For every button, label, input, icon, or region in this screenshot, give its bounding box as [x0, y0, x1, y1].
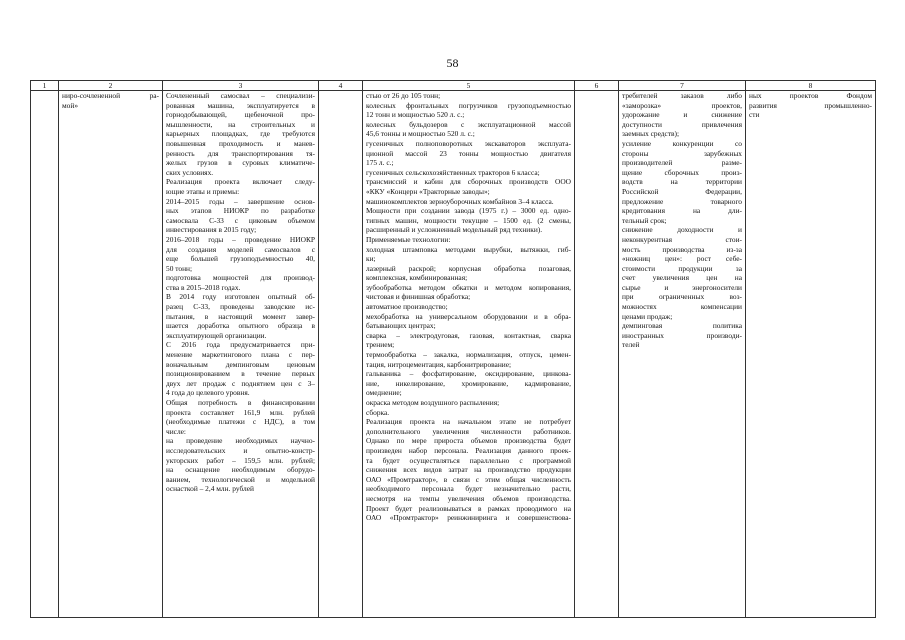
- column-header-8: 8: [746, 81, 876, 91]
- text-line: шается доработка опытного образца в: [166, 321, 315, 331]
- text-line: стью от 26 до 105 тонн;: [366, 91, 441, 100]
- text-line: трансмиссий и кабин для сборочных производств ООО: [366, 177, 571, 187]
- cell-col-2: [59, 91, 163, 618]
- text-line: дополнительного увеличения численности работников.: [366, 426, 571, 436]
- text-line: иностранных производи-: [622, 330, 742, 340]
- text-line: батывающих центрах;: [366, 321, 436, 331]
- text-line: ки;: [366, 254, 376, 264]
- text-line: машинокомплектов зерноуборочных комбайнов 3–4 класса.: [366, 196, 554, 206]
- text-line: зубообработка методом обкатки и методом копирования,: [366, 282, 571, 292]
- text-line: ционной массой 23 тонны мощностью двигателя: [366, 148, 571, 158]
- column-header-4: 4: [319, 81, 363, 91]
- text-line: неконкурентная стои-: [622, 234, 742, 244]
- text-line: 2014–2015 годы – завершение основ-: [166, 196, 315, 206]
- content-row: [31, 91, 876, 618]
- text-line: эксплуатирующей организации.: [166, 330, 267, 340]
- text-line: двух лет продаж с поднятием цен с 3–: [166, 378, 315, 388]
- text-line: окраска методом воздушного распыления;: [366, 398, 500, 407]
- text-line: предложение товарного: [622, 196, 742, 206]
- text-line: холодная штамповка методами вырубки, вытяжки, гиб-: [366, 244, 571, 254]
- text-line: рованная машина, эксплуатируется в: [166, 100, 315, 110]
- text-line: сборка.: [366, 407, 390, 417]
- cell-col-4: [319, 91, 363, 618]
- text-line: пытания, в настоящий момент завер-: [166, 311, 315, 321]
- cell-col-5: [363, 91, 575, 618]
- column-header-6: 6: [575, 81, 619, 91]
- text-line: необходимого персонала будет незначительно расти,: [366, 484, 571, 494]
- text-line: Российской Федерации,: [622, 186, 742, 196]
- text-line: при ограниченных воз-: [622, 292, 742, 302]
- text-line: производителей разме-: [622, 158, 742, 168]
- text-line: ства в 2015–2018 годах.: [166, 282, 241, 292]
- text-line: ние, никелирование, хромирование, кадмирование,: [366, 378, 571, 388]
- text-line: телей: [622, 340, 640, 350]
- text-line: на оснащение необходимым оборудо-: [166, 465, 315, 475]
- cell-col-6: [575, 91, 619, 618]
- text-line: омеднение;: [366, 388, 402, 398]
- text-line: Применяемые технологии:: [366, 234, 451, 244]
- text-line: снижение доходности и: [622, 225, 742, 235]
- text-line: 175 л. с.;: [366, 158, 394, 168]
- text-line: воначальным демпинговым ценовым: [166, 359, 315, 369]
- text-line: усиление конкуренции со: [622, 138, 742, 148]
- text-line: позиционированием в течение первых: [166, 369, 315, 379]
- text-line: самосвала С-33 с циковым объемом: [166, 215, 315, 225]
- text-line: произведен набор персонала. Реализация данного проек-: [366, 445, 571, 455]
- text-line: проекта составляет 161,9 млн. рублей: [166, 407, 315, 417]
- cell-col-8: [746, 91, 876, 618]
- text-line: мышленности, на строительных и: [166, 119, 315, 129]
- document-table: [30, 80, 876, 618]
- column-header-5: 5: [363, 81, 575, 91]
- text-line: оснасткой – 2,4 млн. рублей: [166, 484, 254, 494]
- text-line: ванием, технологической и модельной: [166, 474, 315, 484]
- text-line: «ножниц цен»: рост себе-: [622, 254, 742, 264]
- text-line: ОАО «Промтрактор» реинжиниринга и совершенствова-: [366, 513, 571, 523]
- text-line: кредитования на дли-: [622, 206, 742, 216]
- column-header-3: 3: [163, 81, 319, 91]
- text-line: типных машин, мощности текущие – 1500 ед. (2 смены,: [366, 215, 571, 225]
- text-line: ных проектов Фондом: [749, 91, 872, 100]
- text-line: колесных фронтальных погрузчиков грузоподъемностью: [366, 100, 571, 110]
- text-line: ных этапов НИОКР по разработке: [166, 206, 315, 216]
- text-line: желых грузов в суровых климатиче-: [166, 158, 315, 168]
- text-line: мость производства из-за: [622, 244, 742, 254]
- text-line: разец С-33, проведены заводские ис-: [166, 302, 315, 312]
- text-line: гусеничных полноповоротных экскаваторов эксплуата-: [366, 138, 571, 148]
- text-line: ценами продаж;: [622, 311, 673, 321]
- text-line: числе:: [166, 426, 186, 436]
- text-line: требителей заказов либо: [622, 91, 742, 100]
- text-line: лазерный раскрой; корпусная обработка позаговая,: [366, 263, 571, 273]
- text-line: Реализация проекта на начальном этапе не потребует: [366, 417, 571, 427]
- cell-col-1: [31, 91, 59, 618]
- text-line: 12 тонн и мощностью 520 л. с.;: [366, 110, 465, 120]
- text-line: ских условиях.: [166, 167, 214, 177]
- text-line: заемных средств);: [622, 129, 680, 139]
- text-line: Реализация проекта включает следу-: [166, 177, 315, 187]
- column-header-1: 1: [31, 81, 59, 91]
- text-line: комплексная, комбинированная;: [366, 273, 468, 283]
- text-line: горнодобывающей, щебеночной про-: [166, 110, 315, 120]
- text-line: для создания моделей самосвалов с: [166, 244, 315, 254]
- text-line: 2016–2018 годы – проведение НИОКР: [166, 234, 315, 244]
- text-line: Проект будет реализовываться в рамках проводимого на: [366, 503, 571, 513]
- text-line: та будет осуществляться параллельно с программой: [366, 455, 571, 465]
- text-line: трением;: [366, 340, 395, 350]
- text-line: несмотря на темпы увеличения объемов производства.: [366, 493, 571, 503]
- text-line: термообработка – закалка, нормализация, отпуск, цемен-: [366, 350, 571, 360]
- text-line: счет увеличения цен на: [622, 273, 742, 283]
- text-line: снижения всех видов затрат на производство продукции: [366, 465, 571, 475]
- text-line: ОАО «Промтрактор», в связи с этим общая численность: [366, 474, 571, 484]
- column-header-7: 7: [619, 81, 746, 91]
- text-line: 50 тонн;: [166, 263, 193, 273]
- text-line: гусеничных сельскохозяйственных тракторов 6 класса;: [366, 167, 540, 177]
- text-line: щение сборочных произ-: [622, 167, 742, 177]
- column-header-2: 2: [59, 81, 163, 91]
- text-line: Однако по мере прироста объемов производства будет: [366, 436, 571, 446]
- text-line: удорожание и снижение: [622, 110, 742, 120]
- text-line: повышенная проходимость и манев-: [166, 138, 315, 148]
- text-line: ющие этапы и приемы:: [166, 186, 240, 196]
- text-line: мехобработка на универсальном оборудовании и в обра-: [366, 311, 571, 321]
- text-line: ренность для транспортирования тя-: [166, 148, 315, 158]
- header-row: [31, 81, 876, 91]
- text-line: инвестирования в 2015 году;: [166, 225, 257, 235]
- text-line: менение маркетингового плана с пер-: [166, 350, 315, 360]
- text-line: тельный срок;: [622, 215, 667, 225]
- text-line: на проведение необходимых научно-: [166, 436, 315, 446]
- text-line: демпинговая политика: [622, 321, 742, 331]
- text-line: мой»: [62, 100, 79, 110]
- cell-col-7: [619, 91, 746, 618]
- text-line: 4 года до целевого уровня.: [166, 388, 250, 398]
- text-line: гальваника – фосфатирование, оксидирование, цинкова-: [366, 369, 571, 379]
- page-number: 58: [446, 56, 459, 70]
- text-line: карьерных площадках, где требуются: [166, 129, 315, 139]
- text-line: водств на территории: [622, 177, 742, 187]
- text-line: доступности привлечения: [622, 119, 742, 129]
- text-line: расширенный и усложненный модельный ряд техники).: [366, 225, 543, 235]
- cell-col-3: [163, 91, 319, 618]
- text-line: исследовательских и опытно-констр-: [166, 445, 315, 455]
- text-line: ниро-сочлененной ра-: [62, 91, 159, 100]
- text-line: укторских работ – 159,5 млн. рублей;: [166, 455, 315, 465]
- text-line: подготовка мощностей для производ-: [166, 273, 315, 283]
- text-line: «заморозка» проектов,: [622, 100, 742, 110]
- text-line: стоимости продукции за: [622, 263, 742, 273]
- text-line: «ККУ «Концерн «Тракторные заводы»;: [366, 186, 490, 196]
- text-line: 45,6 тонны и мощностью 520 л. с.;: [366, 129, 475, 139]
- text-line: сырье и энергоносители: [622, 282, 742, 292]
- text-line: С 2016 года предусматривается при-: [166, 340, 315, 350]
- text-line: Общая потребность в финансировании: [166, 398, 315, 407]
- text-line: еще большей грузоподъемностью 40,: [166, 254, 315, 264]
- text-line: развития промышленно-: [749, 100, 872, 110]
- text-line: автоматное производство;: [366, 302, 448, 312]
- text-line: сти: [749, 110, 760, 120]
- text-line: сварка – электродуговая, газовая, контактная, сварка: [366, 330, 571, 340]
- text-line: можностях компенсации: [622, 302, 742, 312]
- text-line: колесных бульдозеров с эксплуатационной массой: [366, 119, 571, 129]
- text-line: Мощности при создании завода (1975 г.) – 3000 ед. одно-: [366, 206, 571, 216]
- text-line: чистовая и финишная обработка;: [366, 292, 471, 302]
- text-line: Сочлененный самосвал – специализи-: [166, 91, 315, 100]
- text-line: (необходимые платежи с НДС), в том: [166, 417, 315, 427]
- text-line: тация, нитроцементация, карбонитрирование;: [366, 359, 512, 369]
- text-line: стороны зарубежных: [622, 148, 742, 158]
- text-line: В 2014 году изготовлен опытный об-: [166, 292, 315, 302]
